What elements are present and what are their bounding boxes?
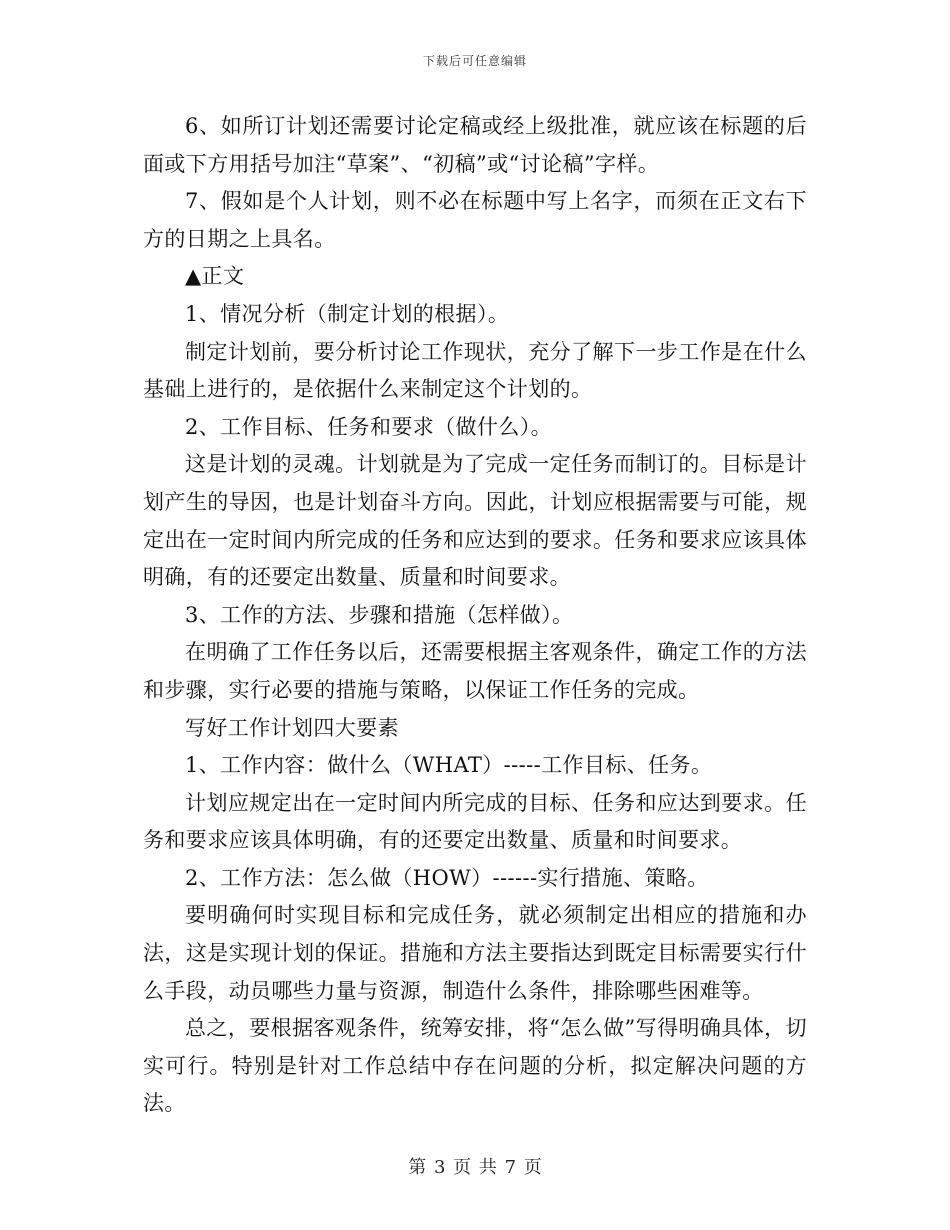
subheading-work-method: 2、工作方法：怎么做（HOW）------实行措施、策略。 (185, 865, 709, 890)
paragraph-situation-analysis: 制定计划前，要分析讨论工作现状，充分了解下一步工作是在什么基础上进行的，是依据什么来制定这个计划的。 (143, 339, 807, 402)
paragraph-methods-steps: 在明确了工作任务以后，还需要根据主客观条件，确定工作的方法和步骤，实行必要的措施与策略，以保证工作任务的完成。 (143, 640, 807, 702)
paragraph-work-method: 要明确何时实现目标和完成任务，就必须制定出相应的措施和办法，这是实现计划的保证。措施和方法主要指达到既定目标需要实行什么手段，动员哪些力量与资源，制造什么条件，排除哪些困难等。 (143, 903, 807, 1003)
paragraph-goals-tasks: 这是计划的灵魂。计划就是为了完成一定任务而制订的。目标是计划产生的导因，也是计划奋斗方向。因此，计划应根据需要与可能，规定出在一定时间内所完成的任务和应达到的要求。任务和要求应该具体明确，有的还要定出数量、质量和时间要求。 (143, 452, 807, 590)
section-heading-body: ▲正文 (185, 264, 245, 289)
document-body (143, 108, 807, 1123)
subheading-work-content: 1、工作内容：做什么（WHAT）-----工作目标、任务。 (185, 753, 713, 778)
page-number: 第 3 页 共 7 页 (408, 1157, 542, 1178)
paragraph-work-content: 计划应规定出在一定时间内所完成的目标、任务和应达到要求。任务和要求应该具体明确，有的还要定出数量、质量和时间要求。 (143, 790, 807, 853)
page-header-note: 下载后可任意编辑 (422, 54, 527, 68)
paragraph-item-6: 6、如所订计划还需要讨论定稿或经上级批准，就应该在标题的后面或下方用括号加注“草案”、“初稿”或“讨论稿”字样。 (143, 114, 807, 176)
paragraph-summary: 总之，要根据客观条件，统筹安排，将“怎么做”写得明确具体，切实可行。特别是针对工作总结中存在问题的分析，拟定解决问题的方法。 (143, 1016, 807, 1116)
subheading-goals-tasks: 2、工作目标、任务和要求（做什么）。 (185, 414, 553, 439)
section-heading-four-elements: 写好工作计划四大要素 (185, 715, 399, 740)
subheading-situation-analysis: 1、情况分析（制定计划的根据）。 (185, 301, 510, 326)
subheading-methods-steps: 3、工作的方法、步骤和措施（怎样做）。 (185, 602, 574, 627)
paragraph-item-7: 7、假如是个人计划，则不必在标题中写上名字，而须在正文右下方的日期之上具名。 (143, 189, 807, 251)
